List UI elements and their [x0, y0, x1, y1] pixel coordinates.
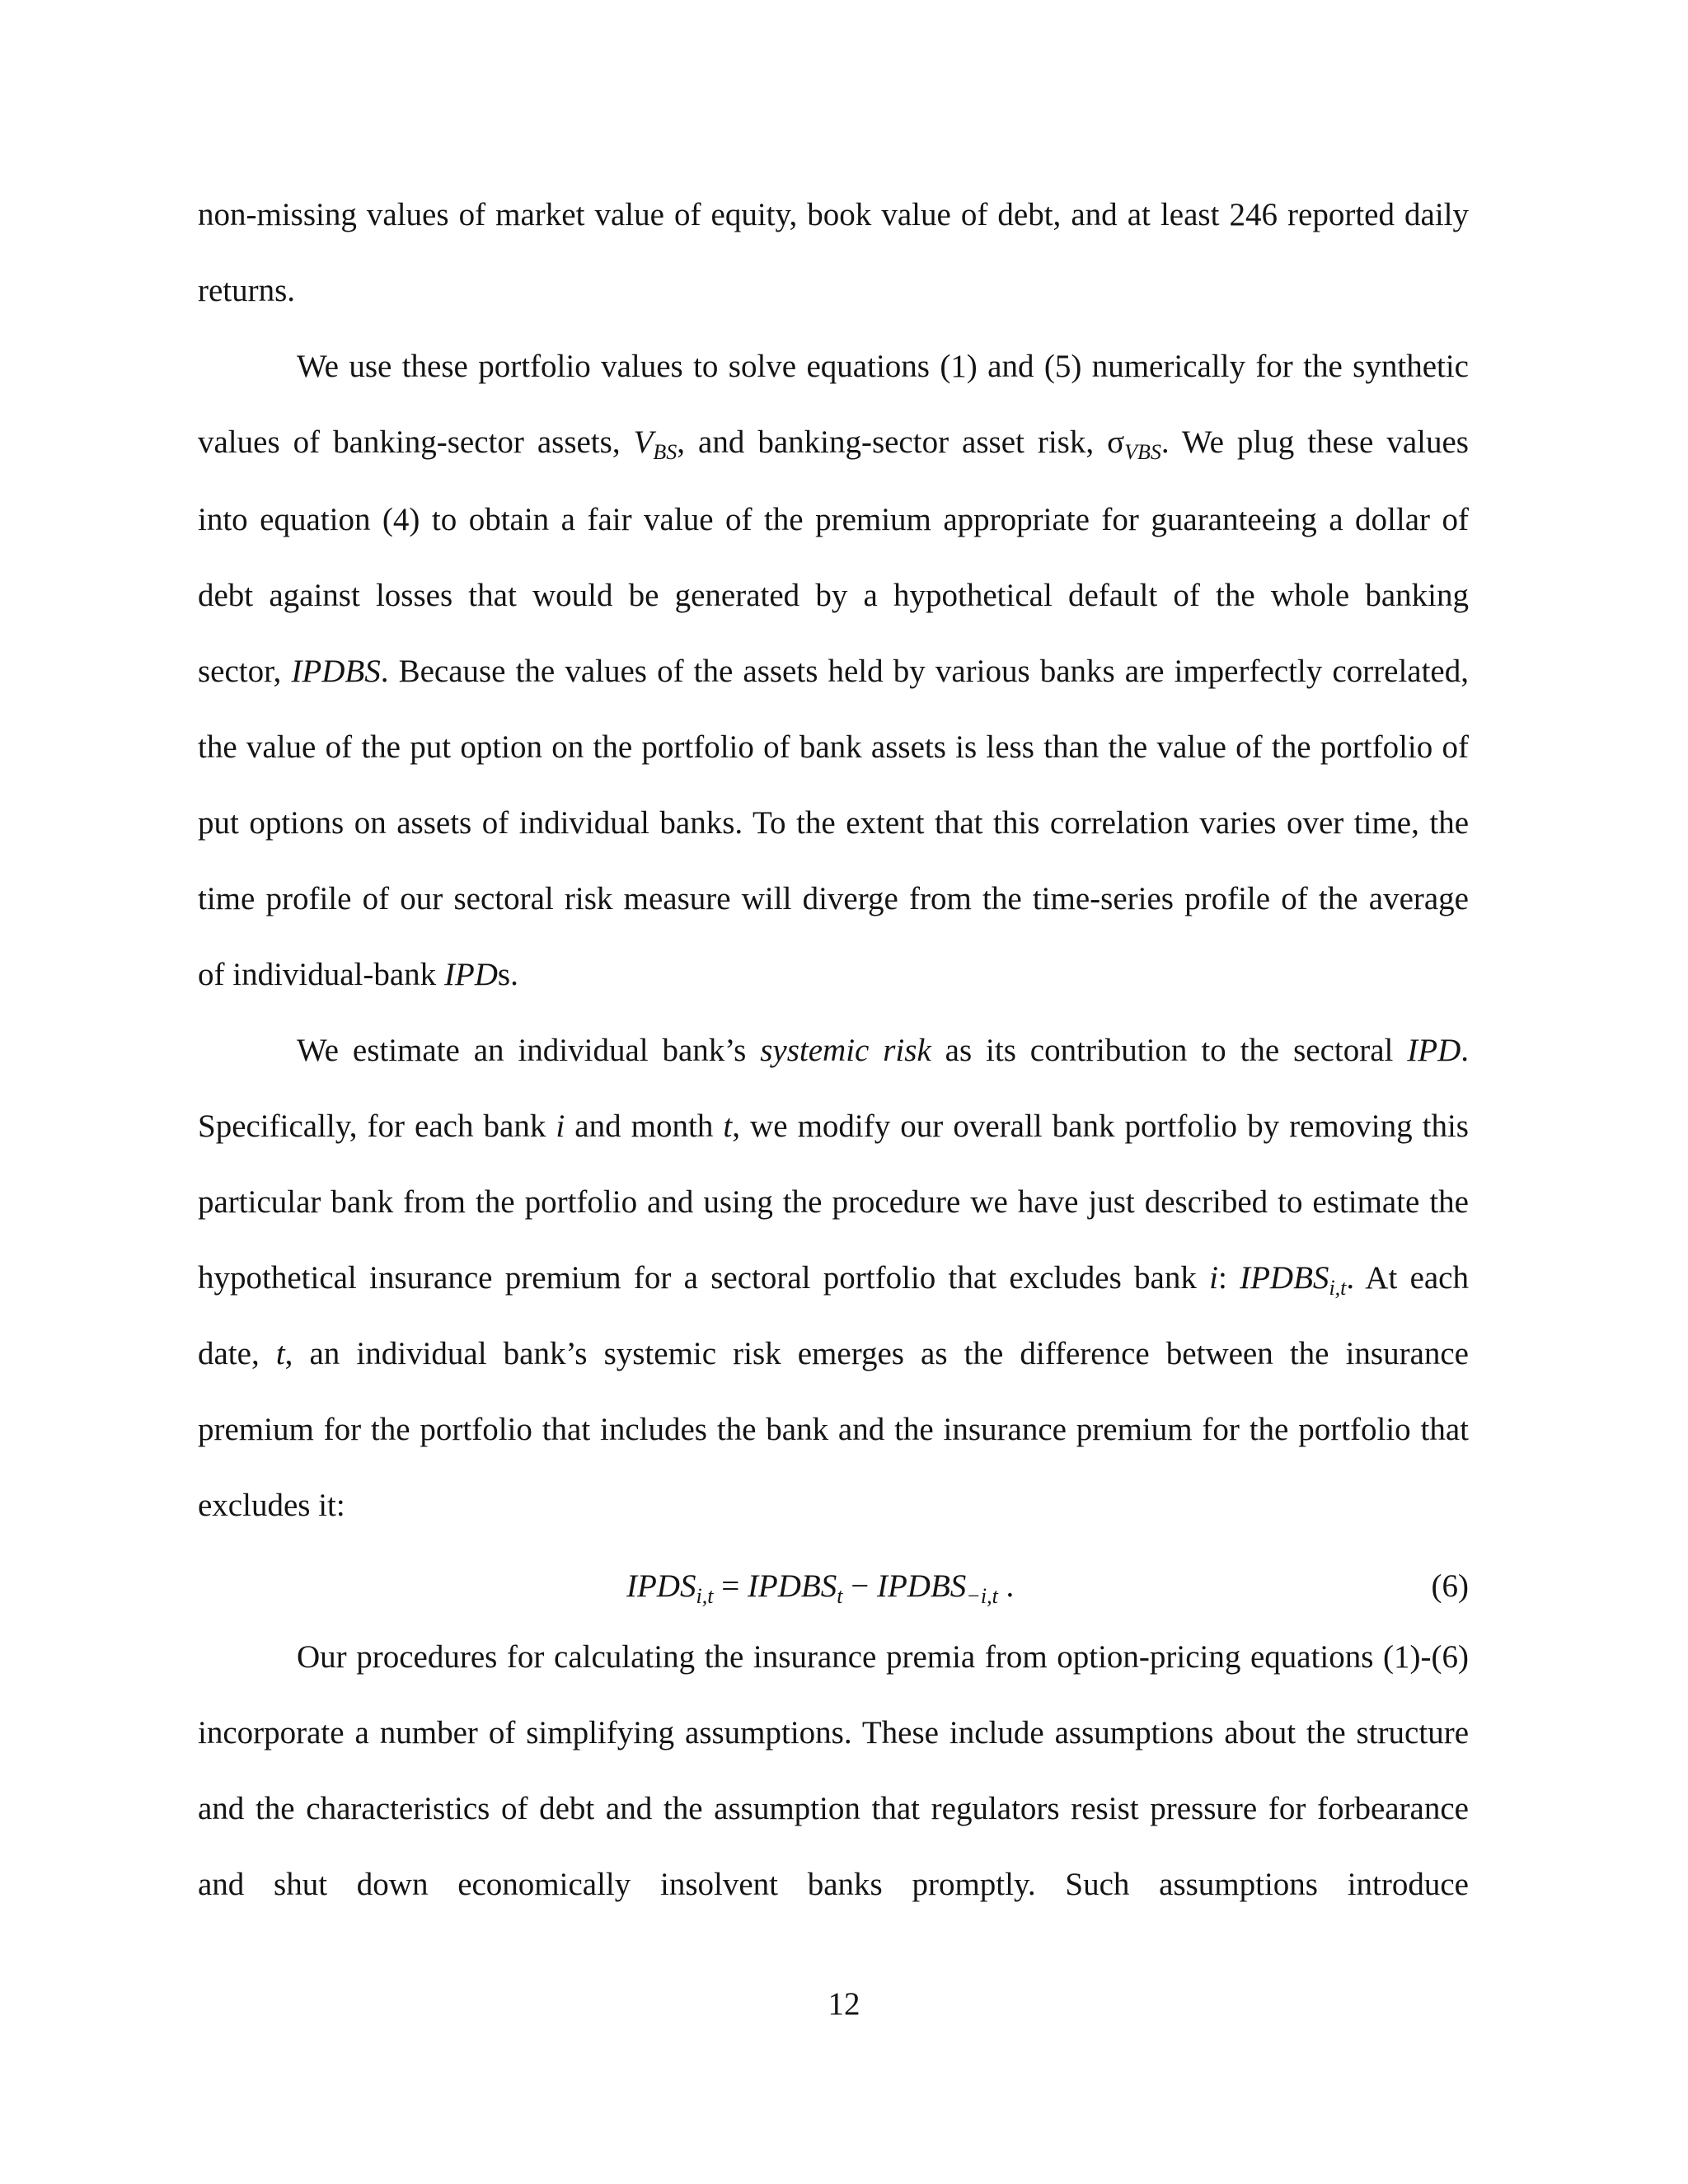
- paragraph-3-line-4: hypothetical insurance premium for a sectoral portfolio that excludes bank i: $IPDBS_{i,t}$. At each: [198, 1260, 1469, 1300]
- page-number: 12: [828, 1986, 860, 2022]
- equation-6: [626, 1562, 1014, 1611]
- paragraph-3-line-3: particular bank from the portfolio and using the procedure we have just described to estimate the: [198, 1184, 1469, 1220]
- paragraph-4-line-2: incorporate a number of simplifying assumptions. These include assumptions about the structure: [198, 1715, 1469, 1750]
- equation-term-1: IPDBS: [747, 1568, 837, 1604]
- paragraph-4-line-1: Our procedures for calculating the insurance premia from option-pricing equations (1)-(6): [297, 1639, 1469, 1675]
- paragraph-1-line-2: returns.: [198, 273, 296, 308]
- paragraph-4-line-4: and shut down economically insolvent banks promptly. Such assumptions introduce: [198, 1867, 1469, 1902]
- equation-lhs-subscript: i,t: [696, 1584, 714, 1608]
- paragraph-2-line-8: time profile of our sectoral risk measure will diverge from the time-series profile of the average: [198, 881, 1469, 916]
- equation-term-2: IPDBS: [876, 1568, 967, 1604]
- equation-equals: =: [713, 1568, 748, 1604]
- paragraph-2-line-3: into equation (4) to obtain a fair value of the premium appropriate for guaranteeing a dollar of: [198, 502, 1469, 537]
- paragraph-2-line-4: debt against losses that would be generated by a hypothetical default of the whole banking: [198, 578, 1469, 613]
- equation-term-1-subscript: t: [837, 1584, 843, 1608]
- paragraph-3-line-2: Specifically, for each bank i and month t, we modify our overall bank portfolio by removing this: [198, 1108, 1469, 1144]
- paragraph-3-line-7: excludes it:: [198, 1488, 345, 1523]
- paragraph-2-line-6: the value of the put option on the portfolio of bank assets is less than the value of the portfolio of: [198, 729, 1469, 765]
- paragraph-4-line-3: and the characteristics of debt and the assumption that regulators resist pressure for forbearance: [198, 1791, 1469, 1826]
- paragraph-3-line-6: premium for the portfolio that includes the bank and the insurance premium for the portfolio that: [198, 1412, 1469, 1447]
- equation-number: (6): [1431, 1568, 1469, 1604]
- paragraph-3-line-1: We estimate an individual bank’s systemic risk as its contribution to the sectoral IPD.: [297, 1033, 1470, 1068]
- paragraph-2-line-2: values of banking-sector assets, $V_{BS}$, and banking-sector asset risk, $\sigma_{VBS}$. We plug these values: [198, 424, 1469, 464]
- equation-lhs: IPDS: [626, 1568, 696, 1604]
- paragraph-1-line-1: non-missing values of market value of equity, book value of debt, and at least 246 reported daily: [198, 197, 1469, 232]
- paragraph-2-line-9: of individual-bank IPDs.: [198, 957, 518, 992]
- paragraph-2-line-7: put options on assets of individual banks. To the extent that this correlation varies over time, the: [198, 805, 1469, 841]
- equation-term-2-subscript: −i,t: [966, 1584, 998, 1608]
- paragraph-2-line-1: We use these portfolio values to solve equations (1) and (5) numerically for the synthetic: [297, 349, 1469, 384]
- equation-minus: −: [842, 1568, 877, 1604]
- equation-end: .: [997, 1568, 1015, 1604]
- paragraph-2-line-5: sector, IPDBS. Because the values of the assets held by various banks are imperfectly correlated,: [198, 654, 1469, 689]
- paragraph-3-line-5: date, t, an individual bank’s systemic risk emerges as the difference between the insurance: [198, 1336, 1469, 1371]
